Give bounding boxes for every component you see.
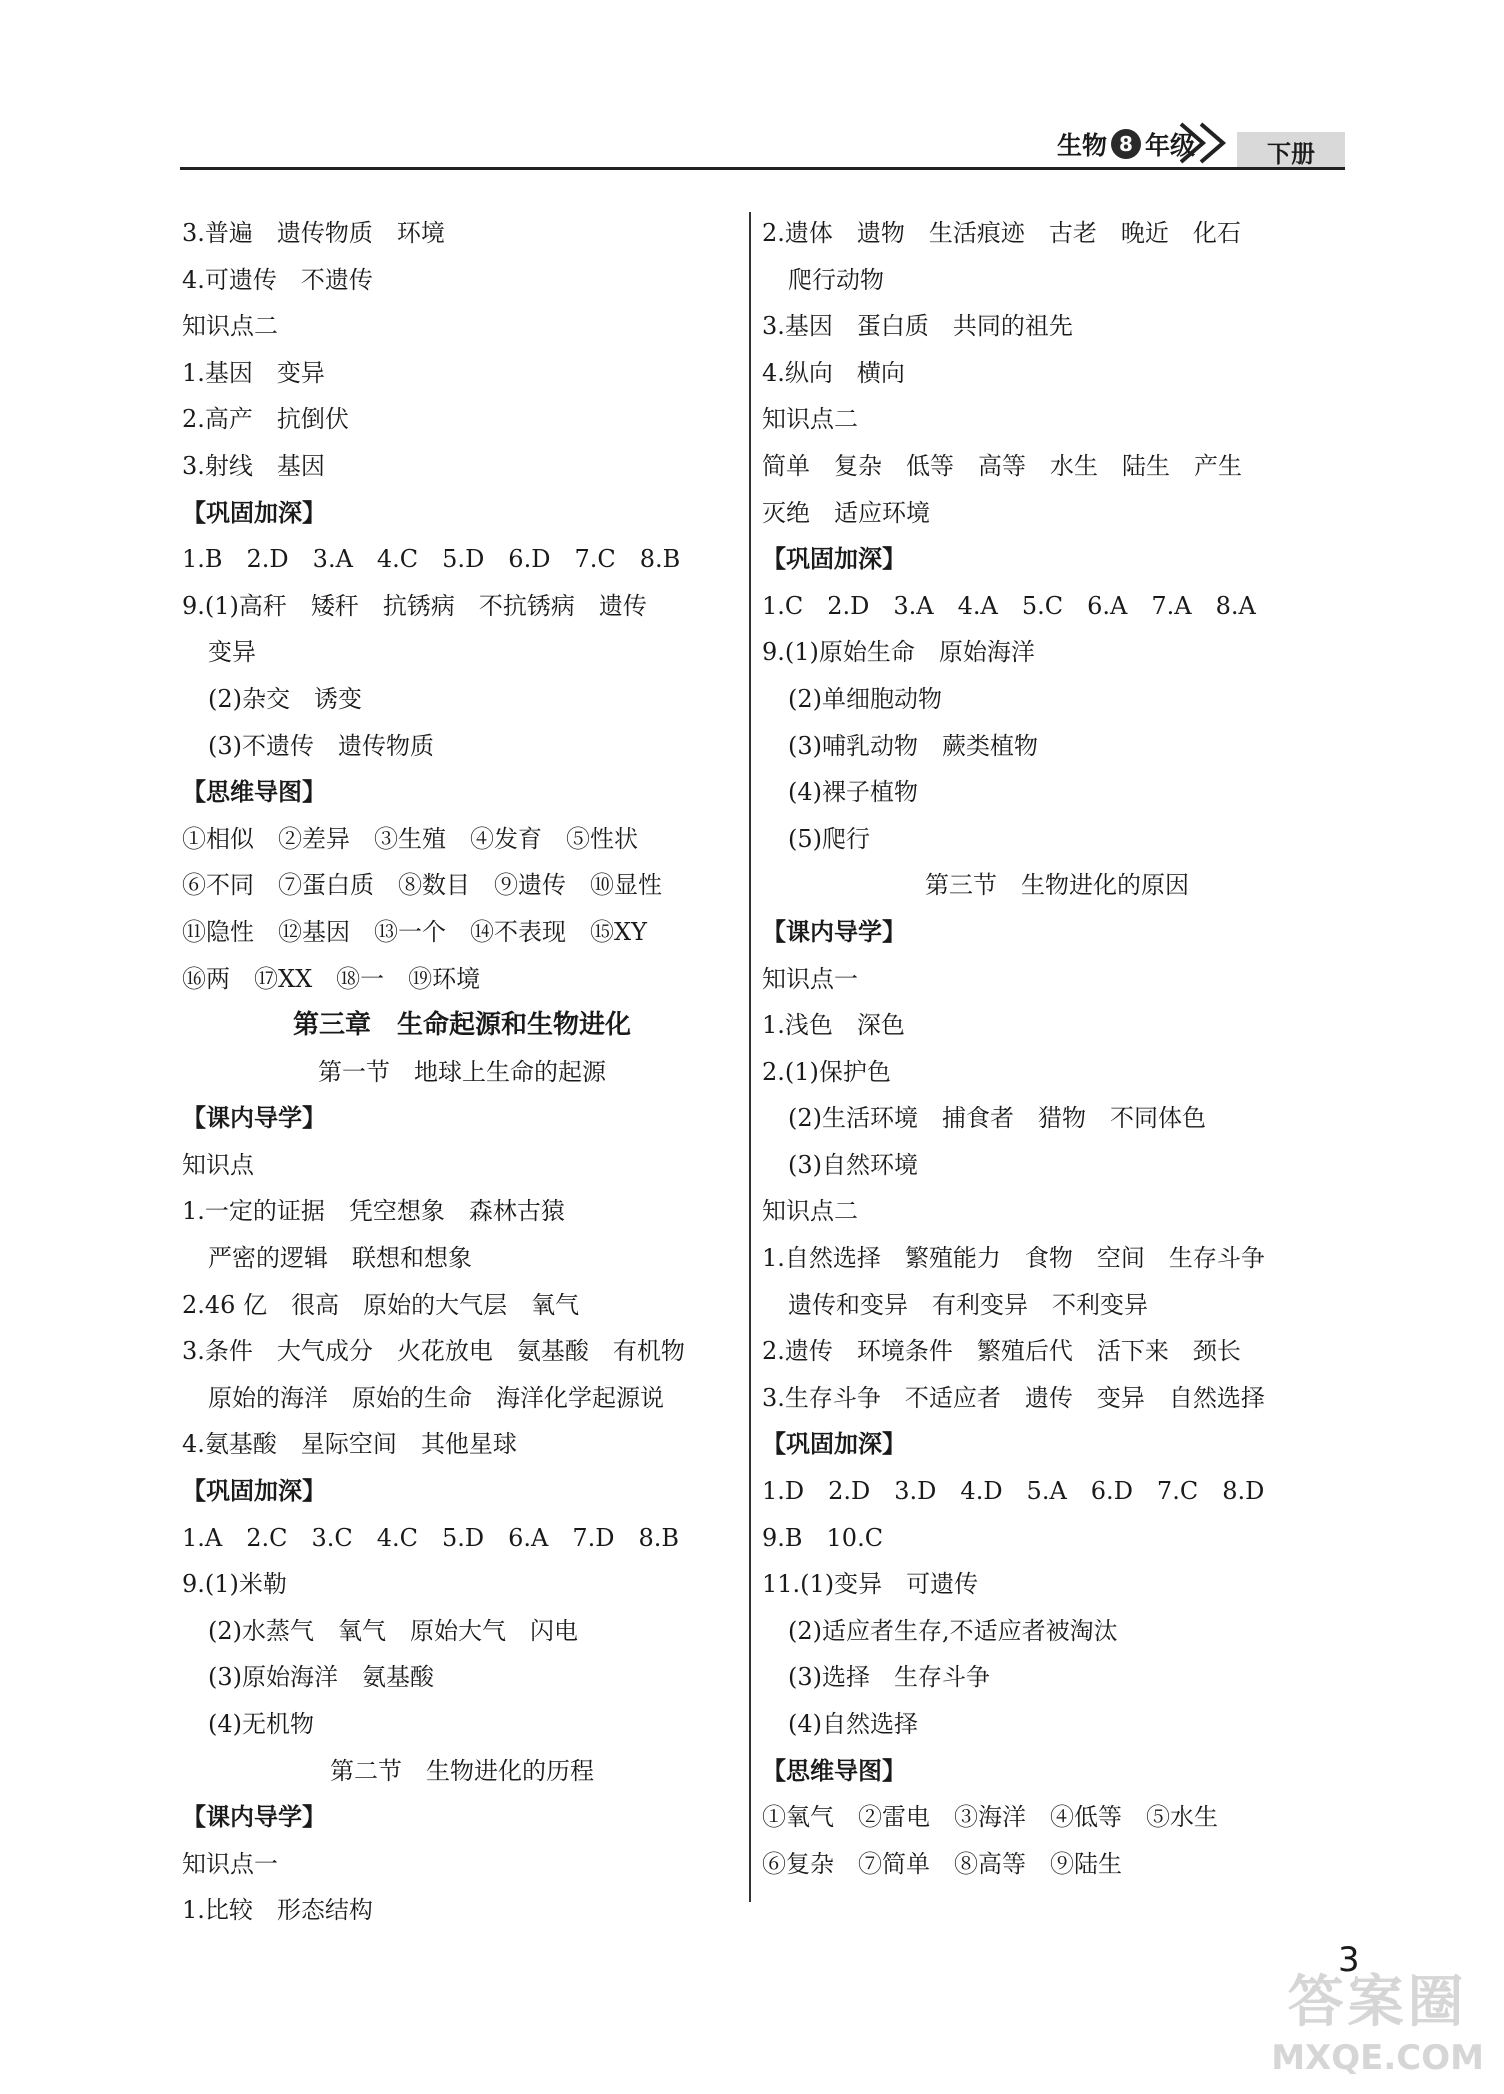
- answer-line: 9.B 10.C: [762, 1523, 884, 1552]
- watermark-logo: [1271, 1958, 1484, 2078]
- grade-number-badge: 8: [1111, 129, 1141, 159]
- answer-line: 9.(1)高秆 矮秆 抗锈病 不抗锈病 遗传: [182, 591, 647, 620]
- section-heading: 【思维导图】: [182, 778, 326, 807]
- answer-line: 简单 复杂 低等 高等 水生 陆生 产生: [762, 451, 1242, 480]
- watermark-url: MXQE.COM: [1271, 2038, 1484, 2078]
- answer-line: (2)单细胞动物: [788, 684, 942, 713]
- answer-line: 4.纵向 横向: [762, 358, 905, 387]
- subject-label: 生物: [1056, 131, 1107, 160]
- answer-line: 3.生存斗争 不适应者 遗传 变异 自然选择: [762, 1383, 1265, 1412]
- answer-line: (4)裸子植物: [788, 778, 918, 807]
- answer-line: 11.(1)变异 可遗传: [762, 1570, 979, 1599]
- answer-line: 3.条件 大气成分 火花放电 氨基酸 有机物: [182, 1337, 685, 1366]
- page-header: [180, 120, 1345, 170]
- header-rule: [180, 167, 1345, 170]
- section-heading: 【课内导学】: [762, 917, 906, 946]
- answer-line: 知识点: [182, 1150, 254, 1179]
- chapter-title: 第三章 生命起源和生物进化: [292, 1010, 631, 1041]
- section-heading: 【思维导图】: [762, 1756, 906, 1785]
- section-heading: 【巩固加深】: [182, 1477, 326, 1506]
- answer-line: 知识点一: [182, 1849, 278, 1878]
- answer-line: (3)原始海洋 氨基酸: [208, 1663, 434, 1692]
- answer-line: (2)杂交 诱变: [208, 684, 362, 713]
- left-column: [182, 210, 742, 1934]
- answer-line: 1.A 2.C 3.C 4.C 5.D 6.A 7.D 8.B: [182, 1523, 680, 1552]
- answer-line: 爬行动物: [788, 265, 884, 294]
- answer-line: ⑪隐性 ⑫基因 ⑬一个 ⑭不表现 ⑮XY: [182, 917, 647, 946]
- answer-line: 9.(1)米勒: [182, 1570, 287, 1599]
- section-heading: 【巩固加深】: [182, 498, 326, 527]
- answer-line: (2)水蒸气 氧气 原始大气 闪电: [208, 1616, 578, 1645]
- answer-line: ①相似 ②差异 ③生殖 ④发育 ⑤性状: [182, 824, 638, 853]
- column-divider: [749, 212, 751, 1902]
- answer-line: 2.高产 抗倒伏: [182, 405, 349, 434]
- answer-line: 知识点二: [762, 1197, 858, 1226]
- answer-line: 原始的海洋 原始的生命 海洋化学起源说: [208, 1383, 664, 1412]
- answer-line: 2.46 亿 很高 原始的大气层 氧气: [182, 1290, 580, 1319]
- answer-line: (4)自然选择: [788, 1710, 918, 1738]
- section-heading: 【课内导学】: [182, 1104, 326, 1133]
- section-title: 第三节 生物进化的原因: [925, 871, 1189, 900]
- answer-line: 2.遗传 环境条件 繁殖后代 活下来 颈长: [762, 1337, 1241, 1366]
- answer-line: 知识点二: [182, 312, 278, 341]
- subject-grade-title: [1057, 126, 1195, 162]
- watermark-mark: 答案圈: [1287, 1970, 1468, 2035]
- section-heading: 【课内导学】: [182, 1803, 326, 1832]
- page-number: 3: [1338, 1940, 1360, 1980]
- answer-line: 1.自然选择 繁殖能力 食物 空间 生存斗争: [762, 1244, 1265, 1273]
- answer-line: 知识点二: [762, 405, 858, 434]
- answer-line: (2)生活环境 捕食者 猎物 不同体色: [788, 1104, 1206, 1133]
- answer-line: ⑥复杂 ⑦简单 ⑧高等 ⑨陆生: [762, 1849, 1122, 1878]
- answer-line: (5)爬行: [788, 824, 870, 853]
- section-heading: 【巩固加深】: [762, 545, 906, 574]
- answer-line: 1.浅色 深色: [762, 1011, 905, 1040]
- answer-line: 1.C 2.D 3.A 4.A 5.C 6.A 7.A 8.A: [762, 591, 1256, 620]
- answer-line: 2.遗体 遗物 生活痕迹 古老 晚近 化石: [762, 219, 1241, 247]
- answer-line: 1.基因 变异: [182, 358, 325, 387]
- answer-line: (2)适应者生存,不适应者被淘汰: [788, 1616, 1118, 1645]
- answer-line: 4.可遗传 不遗传: [182, 265, 373, 294]
- answer-line: ①氧气 ②雷电 ③海洋 ④低等 ⑤水生: [762, 1803, 1218, 1832]
- grade-label: 年级: [1144, 131, 1195, 160]
- section-title: 第一节 地球上生命的起源: [318, 1057, 606, 1086]
- answer-line: 3.基因 蛋白质 共同的祖先: [762, 312, 1073, 341]
- answer-line: (3)自然环境: [788, 1150, 918, 1179]
- answer-line: (3)选择 生存斗争: [788, 1663, 990, 1692]
- answer-line: 1.D 2.D 3.D 4.D 5.A 6.D 7.C 8.D: [762, 1477, 1265, 1506]
- volume-label: 下册: [1237, 132, 1345, 170]
- answer-line: 1.比较 形态结构: [182, 1896, 373, 1925]
- answer-line: 3.普遍 遗传物质 环境: [182, 219, 445, 247]
- answer-line: 变异: [208, 638, 256, 667]
- answer-line: 4.氨基酸 星际空间 其他星球: [182, 1430, 517, 1459]
- answer-line: (3)不遗传 遗传物质: [208, 731, 434, 760]
- answer-line: (4)无机物: [208, 1710, 314, 1738]
- answer-line: 遗传和变异 有利变异 不利变异: [788, 1290, 1148, 1319]
- answer-line: ⑥不同 ⑦蛋白质 ⑧数目 ⑨遗传 ⑩显性: [182, 871, 662, 900]
- right-column: [762, 210, 1352, 1887]
- answer-line: 严密的逻辑 联想和想象: [208, 1244, 472, 1273]
- answer-line: 3.射线 基因: [182, 451, 325, 480]
- answer-line: 1.一定的证据 凭空想象 森林古猿: [182, 1197, 565, 1226]
- answer-line: 灭绝 适应环境: [762, 498, 930, 527]
- answer-line: 2.(1)保护色: [762, 1057, 891, 1086]
- answer-line: 1.B 2.D 3.A 4.C 5.D 6.D 7.C 8.B: [182, 545, 681, 574]
- answer-line: ⑯两 ⑰XX ⑱一 ⑲环境: [182, 964, 481, 993]
- answer-line: 知识点一: [762, 964, 858, 993]
- section-title: 第二节 生物进化的历程: [330, 1756, 594, 1785]
- section-heading: 【巩固加深】: [762, 1430, 906, 1459]
- double-chevron-icon: [1177, 120, 1237, 166]
- answer-line: (3)哺乳动物 蕨类植物: [788, 731, 1038, 760]
- answer-line: 9.(1)原始生命 原始海洋: [762, 638, 1035, 667]
